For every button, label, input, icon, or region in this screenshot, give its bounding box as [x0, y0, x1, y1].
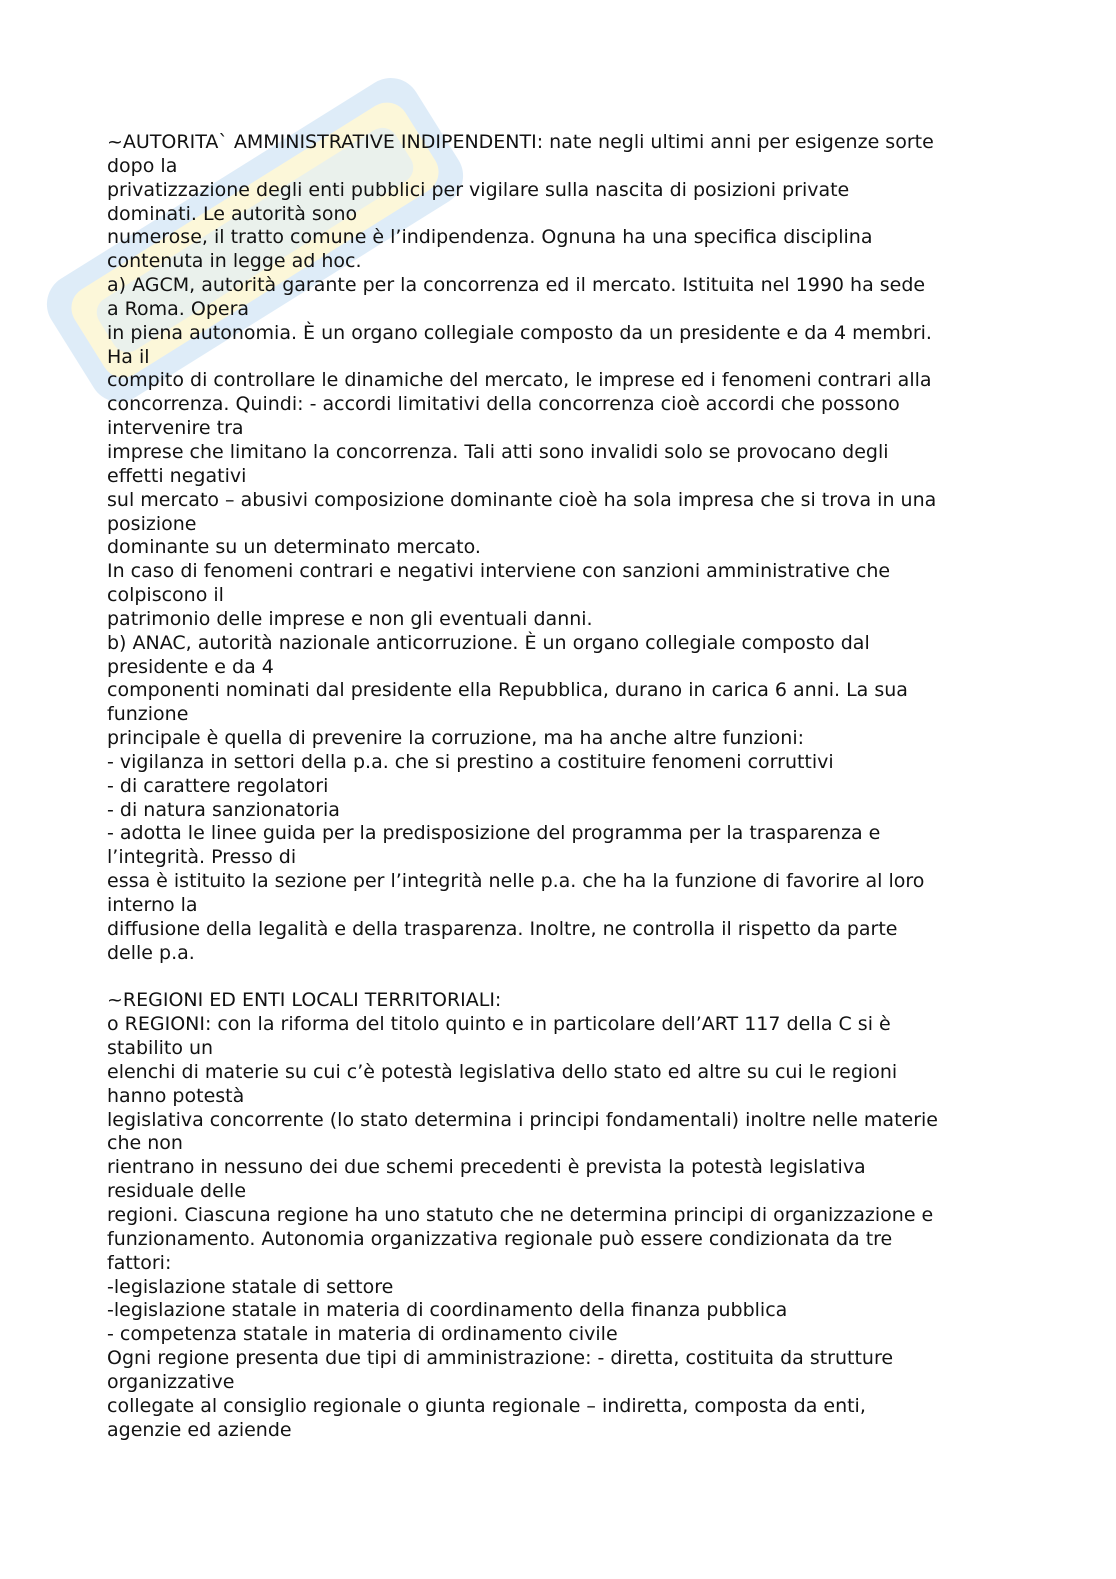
text-line: agenzie ed aziende — [107, 1418, 292, 1441]
list-item: - vigilanza in settori della p.a. che si prestino a costituire fenomeni corruttivi — [107, 750, 834, 773]
text-line: regioni. Ciascuna regione ha uno statuto che ne determina principi di organizzazione e — [107, 1203, 934, 1226]
list-item: - competenza statale in materia di ordinamento civile — [107, 1323, 618, 1346]
text-line: delle p.a. — [107, 941, 195, 964]
text-line: fattori: — [107, 1251, 172, 1274]
text-line: hanno potestà — [107, 1084, 245, 1107]
text-line: In caso di fenomeni contrari e negativi interviene con sanzioni amministrative che — [107, 560, 891, 583]
text-line: che non — [107, 1132, 183, 1155]
section-heading: ~REGIONI ED ENTI LOCALI TERRITORIALI: — [107, 989, 502, 1012]
text-line: numerose, il tratto comune è l’indipendenza. Ognuna ha una specifica disciplina — [107, 226, 873, 249]
text-line: dominati. Le autorità sono — [107, 202, 358, 225]
text-line: stabilito un — [107, 1037, 214, 1060]
text-line: patrimonio delle imprese e non gli eventuali danni. — [107, 607, 593, 630]
document-page — [107, 131, 938, 1442]
text-line: a) AGCM, autorità garante per la concorrenza ed il mercato. Istituita nel 1990 ha sede — [107, 274, 926, 297]
text-line: elenchi di materie su cui c’è potestà legislativa dello stato ed altre su cui le regioni — [107, 1060, 898, 1083]
text-line: funzione — [107, 703, 189, 726]
text-line: Ogni regione presenta due tipi di amministrazione: - diretta, costituita da strutture — [107, 1347, 894, 1370]
text-line: Ha il — [107, 345, 150, 368]
section-regioni-enti-locali — [107, 989, 938, 1442]
text-line: compito di controllare le dinamiche del mercato, le imprese ed i fenomeni contrari alla — [107, 369, 932, 392]
text-line: dominante su un determinato mercato. — [107, 536, 481, 559]
text-line: concorrenza. Quindi: - accordi limitativi della concorrenza cioè accordi che possono — [107, 393, 900, 416]
text-line: rientrano in nessuno dei due schemi precedenti è prevista la potestà legislativa — [107, 1156, 866, 1179]
text-line: principale è quella di prevenire la corruzione, ma ha anche altre funzioni: — [107, 727, 805, 750]
text-line: a Roma. Opera — [107, 297, 250, 320]
text-line: o REGIONI: con la riforma del titolo quinto e in particolare dell’ART 117 della C si è — [107, 1013, 891, 1036]
section-autorita-amministrative — [107, 131, 938, 966]
text-line: l’integrità. Presso di — [107, 846, 297, 869]
text-line: imprese che limitano la concorrenza. Tali atti sono invalidi solo se provocano degli — [107, 440, 889, 463]
text-line: residuale delle — [107, 1180, 247, 1203]
list-item: - di natura sanzionatoria — [107, 798, 340, 821]
text-line: in piena autonomia. È un organo collegiale composto da un presidente e da 4 membri. — [107, 321, 932, 344]
text-line: sul mercato – abusivi composizione dominante cioè ha sola impresa che si trova in una — [107, 488, 937, 511]
list-item: -legislazione statale di settore — [107, 1275, 394, 1298]
text-line: diffusione della legalità e della trasparenza. Inoltre, ne controlla il rispetto da parte — [107, 917, 898, 940]
text-line: collegate al consiglio regionale o giunta regionale – indiretta, composta da enti, — [107, 1394, 866, 1417]
text-line: posizione — [107, 512, 197, 535]
section-heading: ~AUTORITA` AMMINISTRATIVE INDIPENDENTI: nate negli ultimi anni per esigenze sorte — [107, 131, 934, 153]
text-line: legislativa concorrente (lo stato determina i principi fondamentali) inoltre nelle materie — [107, 1108, 938, 1131]
text-line: contenuta in legge ad hoc. — [107, 250, 362, 273]
section-spacer — [107, 966, 938, 990]
list-item: - di carattere regolatori — [107, 774, 329, 797]
text-line: componenti nominati dal presidente ella Repubblica, durano in carica 6 anni. La sua — [107, 679, 908, 702]
text-line: dopo la — [107, 154, 178, 177]
text-line: b) ANAC, autorità nazionale anticorruzione. È un organo collegiale composto dal — [107, 631, 870, 654]
text-line: interno la — [107, 894, 198, 916]
list-item: - adotta le linee guida per la predisposizione del programma per la trasparenza e — [107, 822, 881, 845]
text-line: funzionamento. Autonomia organizzativa regionale può essere condizionata da tre — [107, 1227, 893, 1250]
text-line: privatizzazione degli enti pubblici per vigilare sulla nascita di posizioni private — [107, 178, 850, 201]
text-line: organizzative — [107, 1370, 235, 1393]
text-line: effetti negativi — [107, 464, 247, 487]
text-line: essa è istituito la sezione per l’integrità nelle p.a. che ha la funzione di favorire al loro — [107, 870, 925, 893]
text-line: presidente e da 4 — [107, 655, 274, 678]
text-line: colpiscono il — [107, 584, 224, 607]
list-item: -legislazione statale in materia di coordinamento della finanza pubblica — [107, 1299, 788, 1322]
text-line: intervenire tra — [107, 417, 244, 440]
